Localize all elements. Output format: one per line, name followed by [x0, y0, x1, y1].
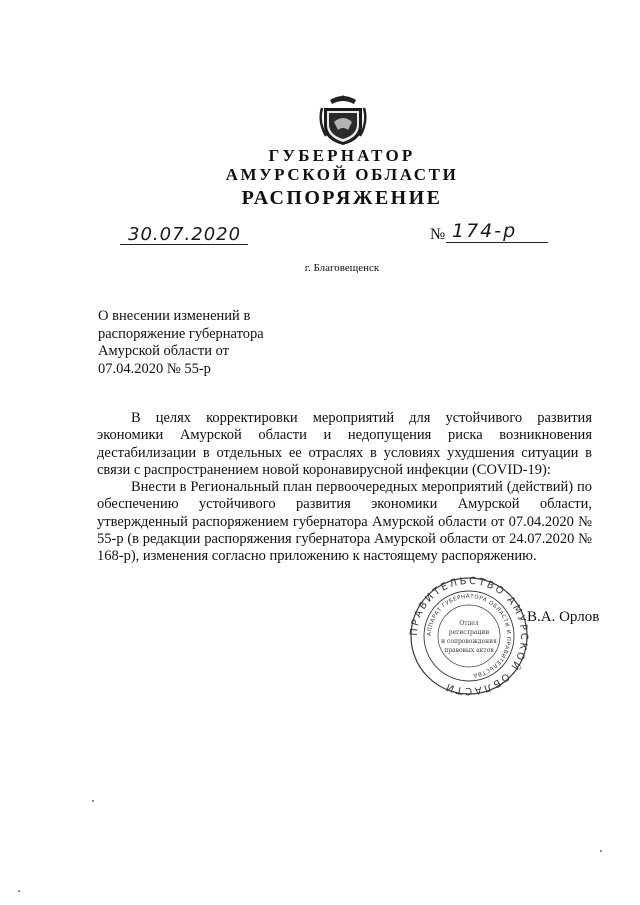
handwritten-number: 174-р — [452, 220, 518, 242]
scan-speck — [18, 890, 20, 892]
header-title-governor: ГУБЕРНАТОР — [268, 146, 416, 165]
scan-speck — [92, 800, 94, 802]
official-seal-stamp — [405, 576, 533, 696]
document-body — [97, 410, 592, 566]
scan-speck — [600, 850, 602, 852]
handwritten-date: 30.07.2020 — [128, 224, 242, 245]
number-underline — [446, 242, 548, 243]
stamp-inner-ring-text: АППАРАТ ГУБЕРНАТОРА ОБЛАСТИ И ПРАВИТЕЛЬСТВА — [426, 593, 512, 678]
body-paragraph-decision: Внести в Региональный план первоочередных мероприятий (действий) по обеспечению устойчивого развития экономики Амурской области, утвержденный распоряжением губернатора Амурской области от 07.04.2020 № 55-р (в редакции распоряжения губернатора Амурской области от 24.07.2020 № 168-р), изменения согласно приложению к настоящему распоряжению. — [97, 479, 592, 565]
header-title-region: АМУРСКОЙ ОБЛАСТИ — [225, 165, 459, 184]
body-paragraph-preamble: В целях корректировки мероприятий для устойчивого развития экономики Амурской области и недопущения риска возникновения дестабилизации в отдельных ее отраслях в условиях ухудшения ситуации в связи с распространением новой коронавирусной инфекции (COVID-19): — [97, 410, 592, 478]
stamp-center-line: и сопровождения — [441, 638, 497, 645]
document-type-title: РАСПОРЯЖЕНИЕ — [241, 187, 443, 209]
stamp-outer-text: ПРАВИТЕЛЬСТВО АМУРСКОЙ ОБЛАСТИ — [408, 576, 530, 696]
stamp-center-line: правовых актов — [444, 647, 494, 654]
date-underline — [120, 244, 248, 245]
stamp-center-line: регистрации — [448, 629, 490, 636]
document-subject — [98, 308, 264, 378]
subject-line: распоряжение губернатора — [98, 325, 264, 342]
coat-of-arms-emblem — [318, 92, 368, 146]
city-label: г. Благовещенск — [304, 262, 380, 274]
subject-line: О внесении изменений в — [98, 308, 251, 324]
subject-line: Амурской области от — [98, 343, 230, 359]
signer-name: В.А. Орлов — [527, 609, 600, 625]
subject-line: 07.04.2020 № 55-р — [98, 360, 211, 377]
number-label: № — [430, 226, 446, 243]
stamp-center-line: Отдел — [459, 620, 479, 627]
